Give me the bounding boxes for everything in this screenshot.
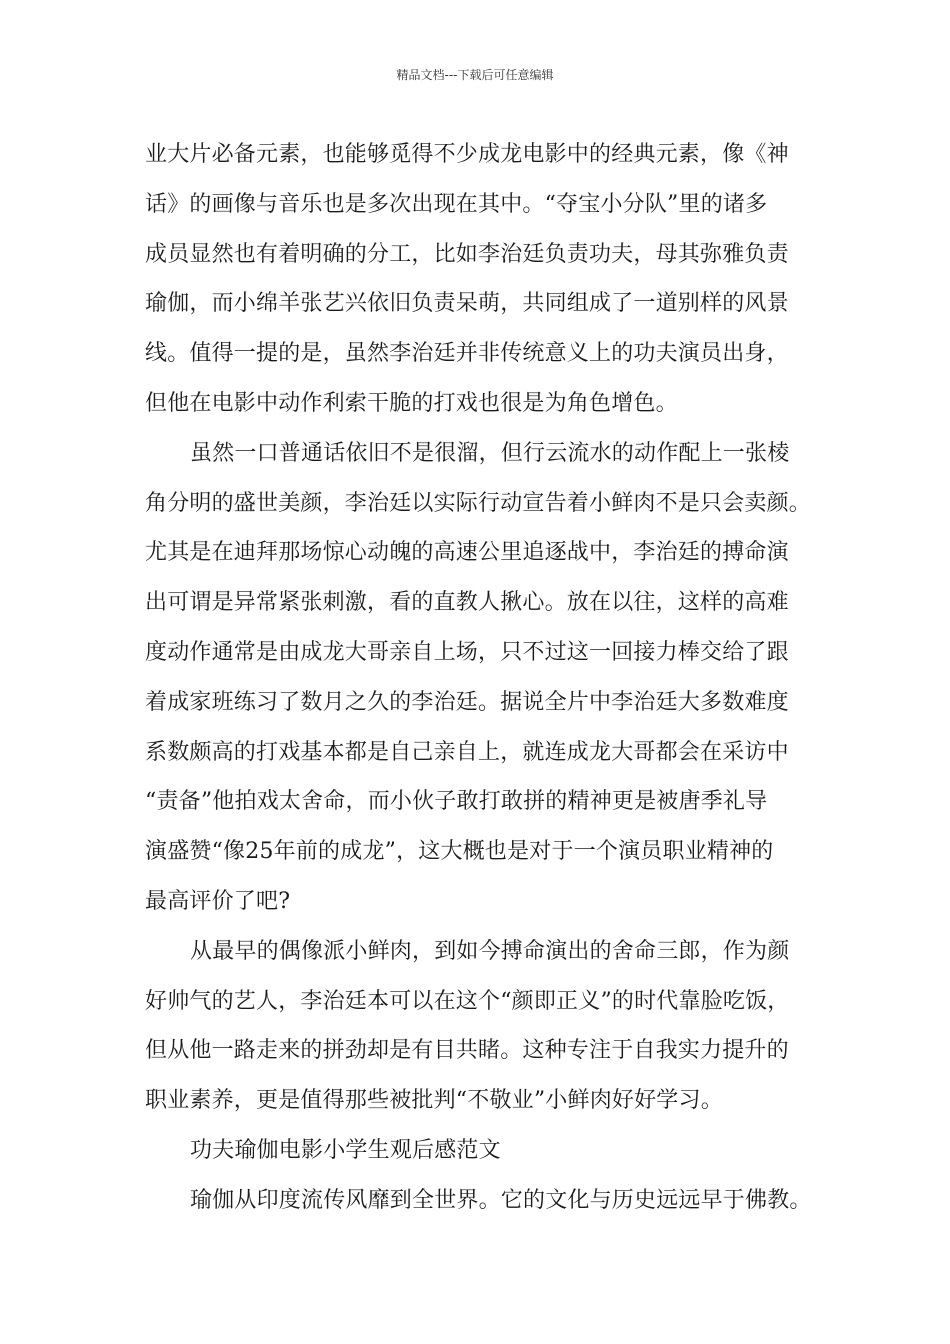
heading-line: 功夫瑜伽电影小学生观后感范文: [190, 1137, 501, 1163]
document-body: [145, 130, 835, 1226]
text-line: 好帅气的艺人，李治廷本可以在这个“颜即正义”的时代靠脸吃饭，: [145, 988, 790, 1014]
text-line: 但他在电影中动作利索干脆的打戏也很是为角色增色。: [145, 390, 678, 416]
text-line: 出可谓是异常紧张刺激，看的直教人揪心。放在以往，这样的高难: [145, 590, 789, 616]
paragraph-5: [145, 1176, 835, 1226]
text-line: 角分明的盛世美颜，李治廷以实际行动宣告着小鲜肉不是只会卖颜。: [145, 490, 812, 516]
text-line: 但从他一路走来的拼劲却是有目共睹。这种专注于自我实力提升的: [145, 1038, 789, 1064]
text-line: 度动作通常是由成龙大哥亲自上场，只不过这一回接力棒交给了跟: [145, 639, 789, 665]
paragraph-3: [145, 927, 835, 1126]
text-line: 尤其是在迪拜那场惊心动魄的高速公里追逐战中，李治廷的搏命演: [145, 540, 789, 566]
text-line: 演盛赞“像25年前的成龙”，这大概也是对于一个演员职业精神的: [145, 839, 774, 865]
page-header: 精品文档---下载后可任意编辑: [396, 68, 554, 82]
text-line: 职业素养，更是值得那些被批判“不敬业”小鲜肉好好学习。: [145, 1088, 723, 1114]
text-line: 瑜伽，而小绵羊张艺兴依旧负责呆萌，共同组成了一道别样的风景: [145, 291, 789, 317]
text-line: 成员显然也有着明确的分工，比如李治廷负责功夫，母其弥雅负责: [145, 241, 789, 267]
text-line: 话》的画像与音乐也是多次出现在其中。“夺宝小分队”里的诸多: [145, 191, 768, 217]
text-line: 着成家班练习了数月之久的李治廷。据说全片中李治廷大多数难度: [145, 689, 789, 715]
paragraph-1: [145, 130, 835, 429]
text-line: “责备”他拍戏太舍命，而小伙子敢打敢拼的精神更是被唐季礼导: [145, 789, 768, 815]
text-line: 线。值得一提的是，虽然李治廷并非传统意义上的功夫演员出身，: [145, 341, 789, 367]
text-line: 瑜伽从印度流传风靡到全世界。它的文化与历史远远早于佛教。: [190, 1187, 812, 1213]
text-line: 系数颇高的打戏基本都是自己亲自上，就连成龙大哥都会在采访中: [145, 739, 789, 765]
paragraph-2: [145, 429, 835, 927]
text-line: 最高评价了吧?: [145, 888, 291, 914]
section-heading: [145, 1126, 835, 1176]
text-line: 业大片必备元素，也能够觅得不少成龙电影中的经典元素，像《神: [145, 142, 789, 167]
text-line: 从最早的偶像派小鲜肉，到如今搏命演出的舍命三郎，作为颜: [190, 938, 790, 964]
text-line: 虽然一口普通话依旧不是很溜，但行云流水的动作配上一张棱: [190, 440, 790, 466]
